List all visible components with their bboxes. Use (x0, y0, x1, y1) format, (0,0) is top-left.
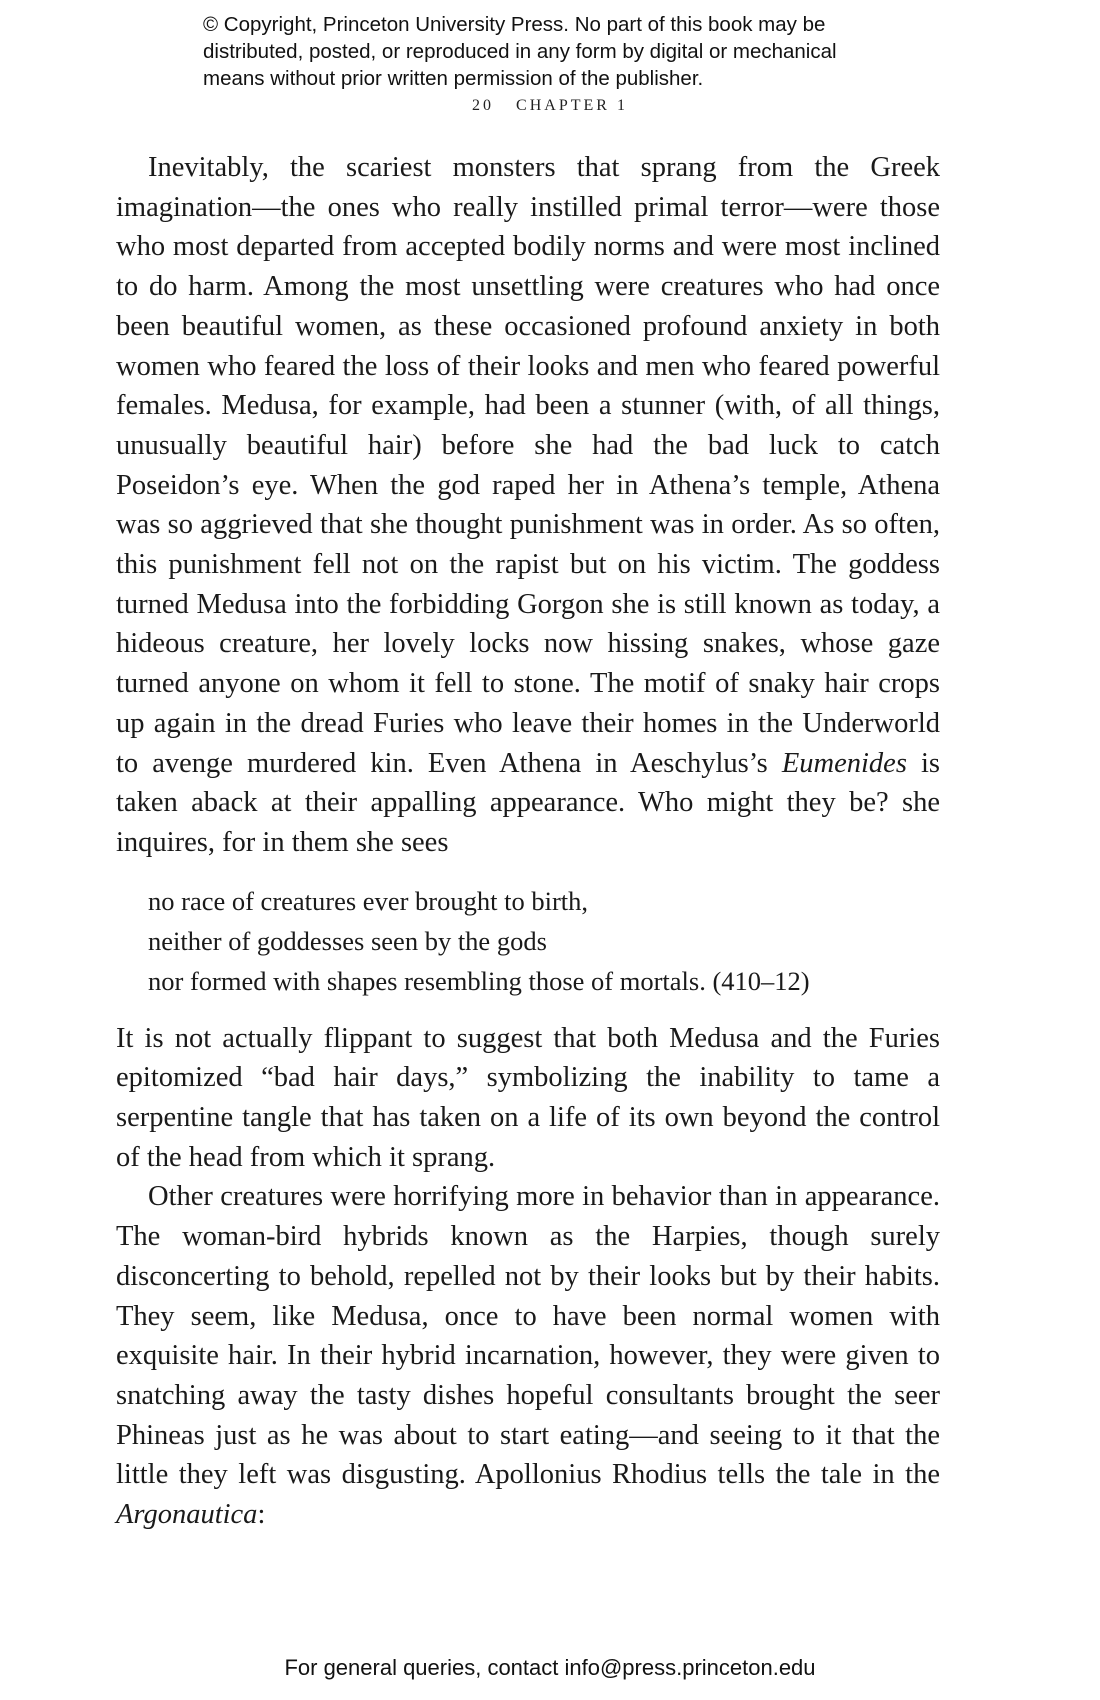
copyright-notice (203, 11, 923, 92)
footer-contact: For general queries, contact info@press.princeton.edu (284, 1655, 816, 1680)
paragraph-text: Inevitably, the scariest monsters that sprang from the Greek imagination—the ones who really instilled primal terror—were those who most departed from accepted bodily norms and were most inclined to do harm. Among the most unsettling were creatures who had once been beautiful women, as these occasioned profound anxiety in both women who feared the loss of their looks and men who feared powerful females. Medusa, for example, had been a stunner (with, of all things, unusually beautiful hair) before she had the bad luck to catch Poseidon’s eye. When the god raped her in Athena’s temple, Athena was so aggrieved that she thought punishment was in order. As so often, this punishment fell not on the rapist but on his victim. The goddess turned Medusa into the forbidding Gorgon she is still known as today, a hideous creature, her lovely locks now hissing snakes, whose gaze turned anyone on whom it fell to stone. The motif of snaky hair crops up again in the dread Furies who leave their homes in the Underworld to avenge murdered kin. Even Athena in Aeschylus’s (116, 152, 940, 779)
copyright-line: distributed, posted, or reproduced in any form by digital or mechanical (203, 40, 837, 63)
copyright-line: means without prior written permission of the publisher. (203, 67, 704, 90)
page-number: 20 (472, 97, 495, 114)
work-title: Eumenides (781, 747, 907, 779)
running-head (0, 97, 1100, 115)
paragraph: It is not actually flippant to suggest that both Medusa and the Furies epitomized “bad hair days,” symbolizing the inability to tame a serpentine tangle that has taken on a life of its own beyond the control of the head from which it sprang. (116, 1022, 940, 1173)
paragraph (116, 148, 940, 863)
verse-line: nor formed with shapes resembling those of mortals. (410–12) (148, 965, 810, 996)
paragraph-text: is taken aback at their appalling appearance. Who might they be? she inquires, for in them she sees (116, 747, 941, 858)
verse-line: neither of goddesses seen by the gods (148, 925, 547, 956)
verse-extract (148, 881, 940, 1001)
copyright-line: © Copyright, Princeton University Press. No part of this book may be (203, 13, 826, 36)
punctuation: : (257, 1499, 266, 1531)
body-text (116, 148, 940, 1535)
paragraph-text: Other creatures were horrifying more in behavior than in appearance. The woman-bird hybrids known as the Harpies, though surely disconcerting to behold, repelled not by their looks but by their habits. They seem, like Medusa, once to have been normal women with exquisite hair. In their hybrid incarnation, however, they were given to snatching away the tasty dishes hopeful consultants brought the seer Phineas just as he was about to start eating—and seeing to it that the little they left was disgusting. Apollonius Rhodius tells the tale in the (116, 1181, 940, 1491)
chapter-label: CHAPTER 1 (516, 97, 628, 114)
paragraph (116, 1177, 940, 1534)
work-title: Argonautica (116, 1499, 258, 1531)
verse-line: no race of creatures ever brought to birth, (148, 885, 589, 916)
